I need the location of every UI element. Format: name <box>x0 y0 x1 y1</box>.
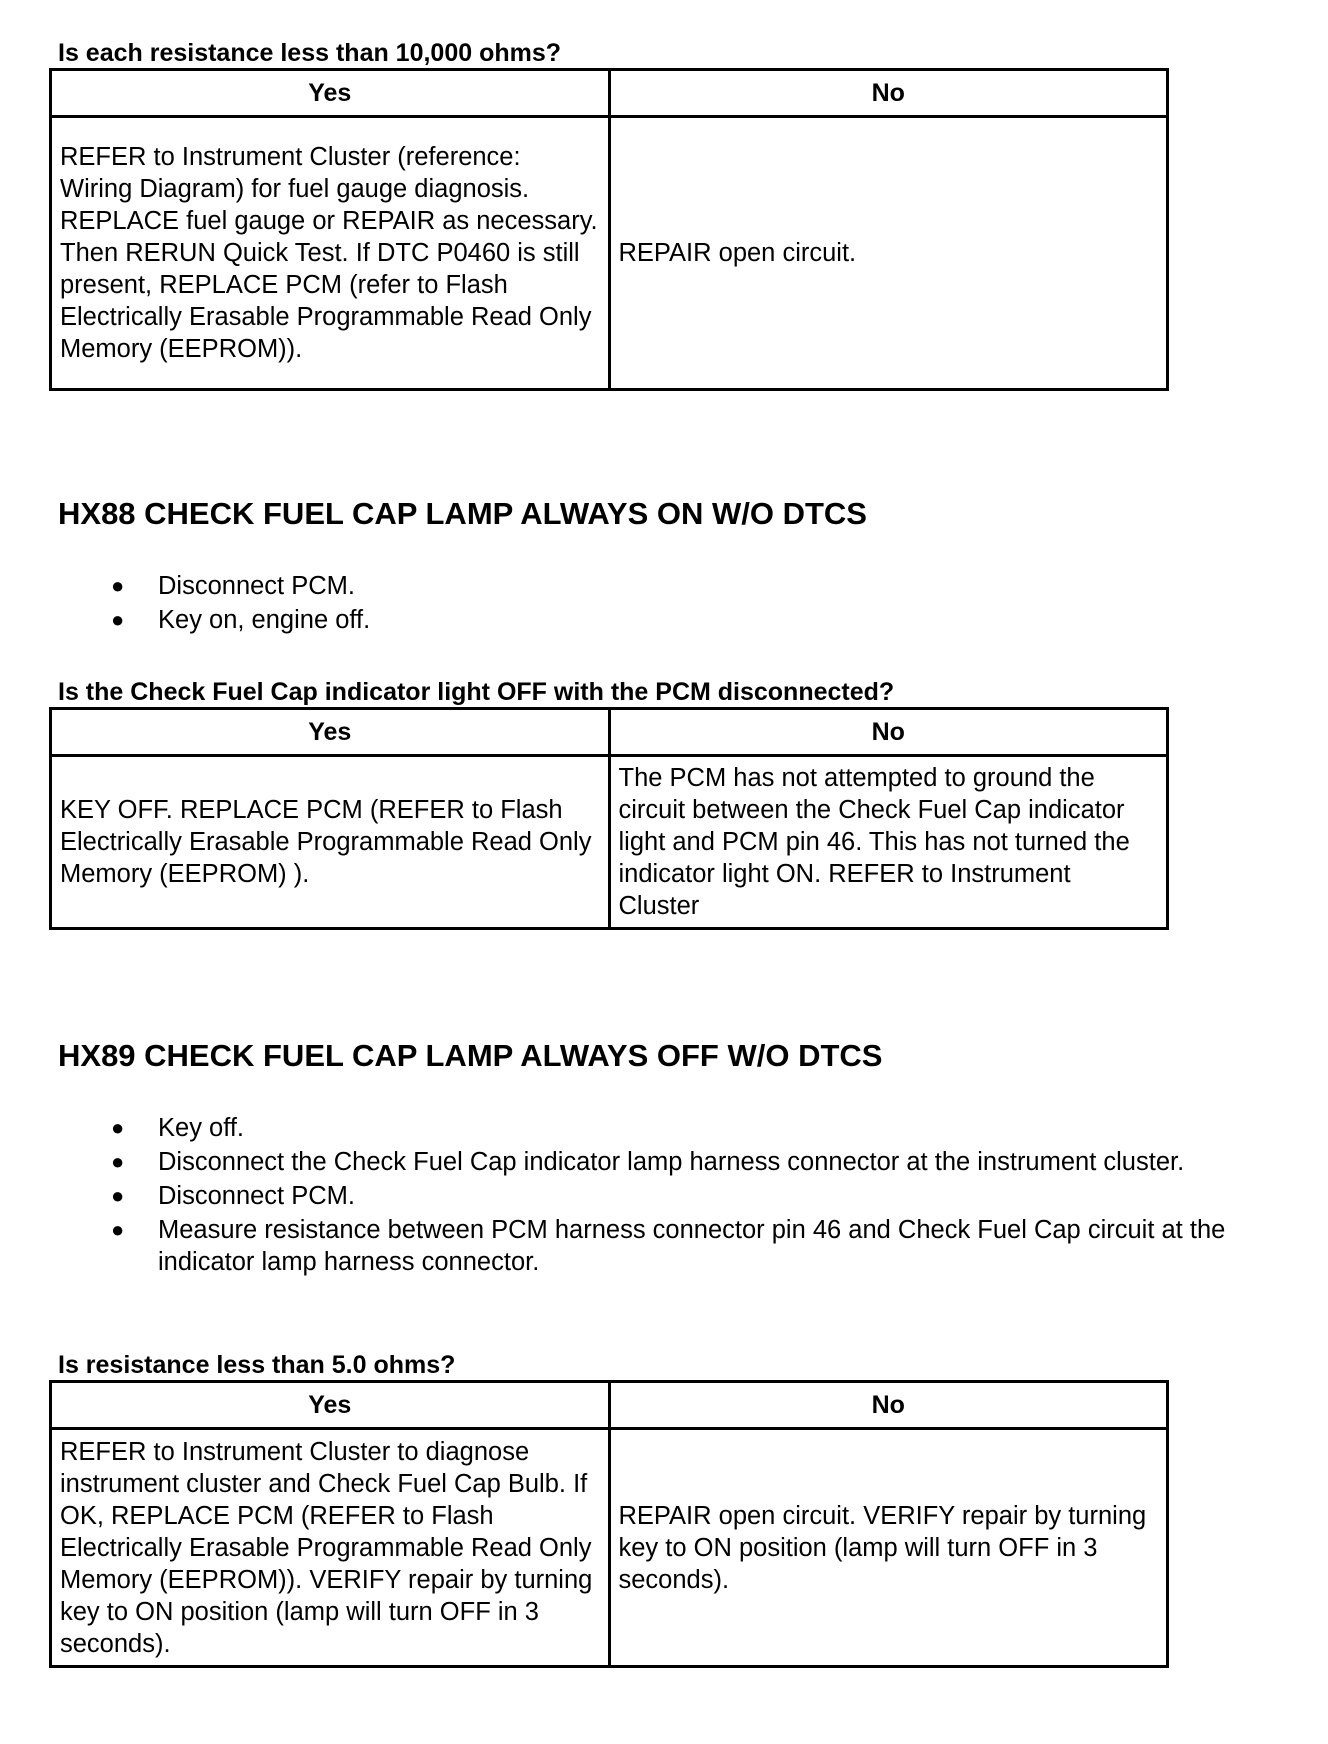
yes-header: Yes <box>51 1382 610 1429</box>
yes-header: Yes <box>51 709 610 756</box>
no-header: No <box>609 1382 1168 1429</box>
yes-action-cell: KEY OFF. REPLACE PCM (REFER to Flash Electrically Erasable Programmable Read Only Memory (EEPROM) ). <box>51 756 610 929</box>
bullet-icon: ● <box>111 1217 125 1242</box>
no-action-cell: The PCM has not attempted to ground the circuit between the Check Fuel Cap indicator light and PCM pin 46. This has not turned the indicator light ON. REFER to Instrument Cluster <box>609 756 1168 929</box>
table-row <box>51 1429 1168 1667</box>
list-item <box>58 1180 1258 1212</box>
step-text: Measure resistance between PCM harness connector pin 46 and Check Fuel Cap circuit at the indicator lamp harness connector. <box>158 1216 1226 1276</box>
table-row <box>51 756 1168 929</box>
no-header: No <box>609 70 1168 117</box>
decision-table-3 <box>49 1380 1169 1668</box>
step-text: Disconnect PCM. <box>158 1182 355 1210</box>
bullet-icon: ● <box>111 607 125 632</box>
bullet-icon: ● <box>111 1149 125 1174</box>
yes-header: Yes <box>51 70 610 117</box>
step-text: Key on, engine off. <box>158 606 371 634</box>
step-text: Key off. <box>158 1114 245 1142</box>
decision-table-1 <box>49 68 1169 391</box>
decision-table-2 <box>49 707 1169 930</box>
table-header-row <box>51 1382 1168 1429</box>
list-item <box>58 1112 1258 1144</box>
table-row <box>51 117 1168 390</box>
question-light-off: Is the Check Fuel Cap indicator light OFF with the PCM disconnected? <box>58 678 895 706</box>
bullet-icon: ● <box>111 1115 125 1140</box>
no-action-cell: REPAIR open circuit. VERIFY repair by turning key to ON position (lamp will turn OFF in 3 seconds). <box>609 1429 1168 1667</box>
section-heading-hx88: HX88 CHECK FUEL CAP LAMP ALWAYS ON W/O DTCS <box>58 496 867 531</box>
list-item <box>58 1146 1258 1178</box>
step-text: Disconnect PCM. <box>158 572 355 600</box>
no-action-cell: REPAIR open circuit. <box>609 117 1168 390</box>
step-list-hx89 <box>58 1112 1258 1280</box>
question-resistance-10000: Is each resistance less than 10,000 ohms? <box>58 39 562 67</box>
list-item <box>58 1214 1258 1278</box>
step-list-hx88 <box>58 570 1258 638</box>
no-header: No <box>609 709 1168 756</box>
yes-action-cell: REFER to Instrument Cluster to diagnose instrument cluster and Check Fuel Cap Bulb. If OK, REPLACE PCM (REFER to Flash Electrically Erasable Programmable Read Only Memory (EEPROM)). VERIFY repair by turning key to ON position (lamp will turn OFF in 3 seconds). <box>51 1429 610 1667</box>
list-item <box>58 570 1258 602</box>
bullet-icon: ● <box>111 1183 125 1208</box>
list-item <box>58 604 1258 636</box>
bullet-icon: ● <box>111 573 125 598</box>
section-heading-hx89: HX89 CHECK FUEL CAP LAMP ALWAYS OFF W/O DTCS <box>58 1038 883 1073</box>
table-header-row <box>51 709 1168 756</box>
yes-action-cell: REFER to Instrument Cluster (reference: Wiring Diagram) for fuel gauge diagnosis. REPLACE fuel gauge or REPAIR as necessary. Then RERUN Quick Test. If DTC P0460 is still present, REPLACE PCM (refer to Flash Electrically Erasable Programmable Read Only Memory (EEPROM)). <box>51 117 610 390</box>
step-text: Disconnect the Check Fuel Cap indicator lamp harness connector at the instrument cluster. <box>158 1148 1185 1176</box>
table-header-row <box>51 70 1168 117</box>
question-resistance-5: Is resistance less than 5.0 ohms? <box>58 1351 456 1379</box>
